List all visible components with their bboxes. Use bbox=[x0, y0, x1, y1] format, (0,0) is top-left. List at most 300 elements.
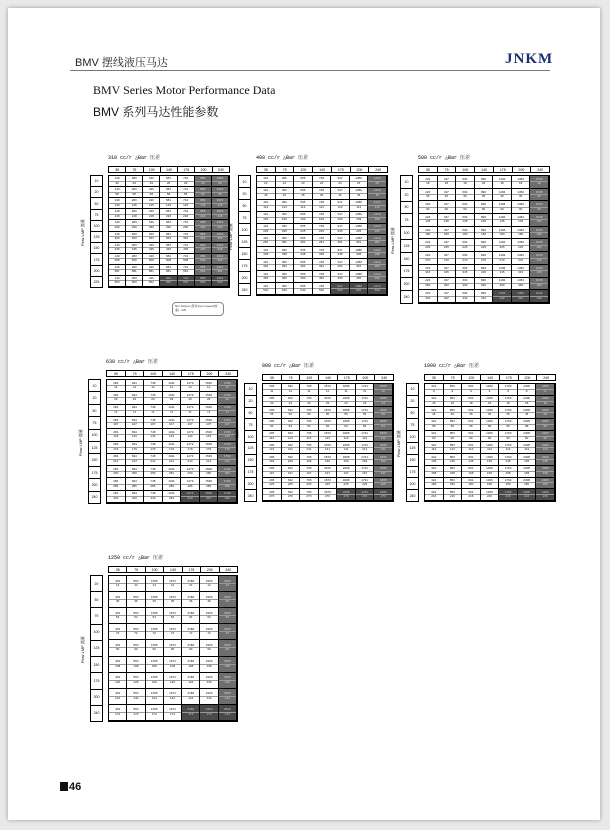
table-cell: 581 581 bbox=[160, 265, 177, 276]
table-cell: 2480 158 bbox=[536, 466, 555, 478]
table-cell: 691 180 bbox=[462, 478, 481, 490]
table-cell: 226 18 bbox=[419, 176, 438, 189]
table-cell: 795 113 bbox=[300, 431, 319, 443]
table-cell: 1080 338 bbox=[350, 247, 369, 259]
table-cell: 896 270 bbox=[475, 252, 494, 265]
table-cell: 1356 72 bbox=[146, 624, 164, 640]
table-cell: 694 135 bbox=[456, 214, 475, 227]
table-cell: 226 315 bbox=[419, 265, 438, 278]
table-cell: 1805 197 bbox=[374, 466, 393, 478]
flow-label: 10 bbox=[404, 179, 409, 184]
table-cell: 748 250 bbox=[144, 466, 163, 478]
flow-label: 75 bbox=[89, 416, 100, 428]
table-cell: 226 360 bbox=[419, 278, 438, 291]
table-cell: 947 540 bbox=[331, 283, 350, 295]
table-cell: 2330 126 bbox=[200, 673, 218, 689]
table-cell: 322 45 bbox=[425, 407, 444, 419]
flow-label: 175 bbox=[245, 466, 256, 478]
table-cell: 1214 23 bbox=[368, 176, 387, 188]
flow-label: 175 bbox=[89, 466, 100, 478]
table-cell: 430 218 bbox=[143, 209, 160, 220]
table-cell: 748 179 bbox=[144, 442, 163, 454]
page-number bbox=[60, 781, 81, 793]
table-cell: 1279 250 bbox=[181, 466, 200, 478]
table-cell: 2180 144 bbox=[182, 689, 200, 705]
table-cell: 1356 90 bbox=[146, 640, 164, 656]
table-cell: 748 394 bbox=[313, 259, 332, 271]
table-cell: 1731 23 bbox=[356, 396, 375, 408]
table-cell: 284 286 bbox=[107, 478, 126, 490]
table-cell: 853 126 bbox=[127, 673, 145, 689]
table-cell: 2308 135 bbox=[518, 454, 537, 466]
pressure-label: 35 bbox=[431, 376, 436, 380]
table-cell: 748 23 bbox=[313, 176, 332, 188]
table-cell: 295 56 bbox=[263, 407, 282, 419]
flow-label: 100 bbox=[89, 429, 100, 441]
pressure-label: 240 bbox=[219, 567, 237, 572]
flow-label: 200 bbox=[89, 478, 100, 490]
table-cell: 1279 14 bbox=[181, 380, 200, 392]
table-cell: 1760 14 bbox=[218, 380, 237, 392]
table-cell: 734 653 bbox=[178, 276, 195, 287]
flow-label: 10 bbox=[94, 179, 99, 184]
table-cell: 366 338 bbox=[276, 247, 295, 259]
table-cell: 581 58 bbox=[160, 187, 177, 198]
table-cell: 430 29 bbox=[143, 176, 160, 187]
table-cell: 1760 71 bbox=[218, 405, 237, 417]
table-cell: 1011 107 bbox=[163, 417, 182, 429]
table-cell: 283 58 bbox=[126, 187, 143, 198]
table-cell: 1011 214 bbox=[163, 454, 182, 466]
table-cell: 748 225 bbox=[313, 224, 332, 236]
table-cell: 632 23 bbox=[282, 396, 301, 408]
table-cell: 284 250 bbox=[107, 466, 126, 478]
table-cell: 1672 90 bbox=[164, 640, 182, 656]
table-cell: 2520 72 bbox=[219, 624, 237, 640]
table-cell: 1279 107 bbox=[181, 417, 200, 429]
table-cell: 149 435 bbox=[109, 243, 126, 254]
table-cell: 1279 214 bbox=[181, 454, 200, 466]
table-cell: 853 36 bbox=[127, 592, 145, 608]
pressure-header bbox=[262, 374, 394, 381]
table-cell: 1384 36 bbox=[512, 189, 531, 202]
flow-axis-label: Flow LMP 流量 bbox=[234, 429, 239, 457]
performance-grid bbox=[108, 575, 238, 722]
pressure-label: 35 bbox=[269, 376, 274, 380]
flow-label: 150 bbox=[239, 247, 250, 259]
pressure-header bbox=[106, 370, 238, 377]
table-cell: 1870 141 bbox=[319, 442, 338, 454]
table-cell: 632 141 bbox=[282, 442, 301, 454]
table-cell: 1808 169 bbox=[337, 454, 356, 466]
table-cell: 149 145 bbox=[109, 198, 126, 209]
table-cell: 322 158 bbox=[425, 466, 444, 478]
table-cell: 1214 45 bbox=[368, 188, 387, 200]
table-cell: 795 270 bbox=[300, 489, 319, 501]
table-cell: 1384 135 bbox=[512, 214, 531, 227]
table-cell: 2480 18 bbox=[536, 396, 555, 408]
table-cell: 430 363 bbox=[143, 232, 160, 243]
table-cell: 795 141 bbox=[300, 442, 319, 454]
table-cell: 1760 113 bbox=[499, 442, 518, 454]
table-cell: 1019 653 bbox=[212, 276, 229, 287]
chart-c1000 bbox=[396, 363, 556, 502]
table-cell: 2180 108 bbox=[182, 657, 200, 673]
table-cell: 2330 72 bbox=[200, 624, 218, 640]
table-cell: 1731 113 bbox=[356, 431, 375, 443]
table-cell: 1214 338 bbox=[368, 247, 387, 259]
table-cell: 322 9 bbox=[425, 384, 444, 396]
flow-label: 100 bbox=[91, 220, 102, 231]
table-cell: 1672 108 bbox=[164, 657, 182, 673]
table-cell: 1672 36 bbox=[164, 592, 182, 608]
table-cell: 226 36 bbox=[419, 189, 438, 202]
table-cell: 1808 225 bbox=[337, 478, 356, 490]
table-cell: 1536 343 bbox=[200, 491, 219, 503]
table-cell: 748 14 bbox=[144, 380, 163, 392]
table-cell: 191 113 bbox=[257, 200, 276, 212]
table-cell: 1080 23 bbox=[350, 176, 369, 188]
table-cell: 1184 36 bbox=[493, 189, 512, 202]
table-cell: 1536 214 bbox=[200, 454, 219, 466]
flow-label: 50 bbox=[91, 591, 102, 607]
table-cell: 1545 135 bbox=[530, 214, 549, 227]
table-cell: 734 29 bbox=[178, 176, 195, 187]
table-cell: 2520 144 bbox=[219, 689, 237, 705]
table-cell: 284 29 bbox=[107, 392, 126, 404]
table-cell: 283 435 bbox=[126, 243, 143, 254]
table-cell: 1545 18 bbox=[530, 176, 549, 189]
table-cell: 853 173 bbox=[127, 705, 145, 721]
table-cell: 581 218 bbox=[160, 209, 177, 220]
table-cell: 1545 360 bbox=[530, 278, 549, 291]
table-cell: 1672 126 bbox=[164, 673, 182, 689]
pressure-label: 140 bbox=[312, 167, 331, 172]
table-cell: 748 113 bbox=[313, 200, 332, 212]
pressure-header bbox=[108, 166, 230, 173]
table-cell: 748 107 bbox=[144, 417, 163, 429]
table-cell: 1306 180 bbox=[481, 478, 500, 490]
table-cell: 1760 107 bbox=[218, 417, 237, 429]
table-cell: 1019 29 bbox=[212, 176, 229, 187]
table-cell: 1536 143 bbox=[200, 429, 219, 441]
pressure-header bbox=[256, 166, 388, 173]
table-cell: 1870 113 bbox=[319, 431, 338, 443]
table-cell: 1760 180 bbox=[499, 478, 518, 490]
pressure-label: 140 bbox=[160, 167, 177, 172]
table-cell: 2330 14 bbox=[200, 576, 218, 592]
table-cell: 1536 179 bbox=[200, 442, 219, 454]
table-cell: 2308 45 bbox=[518, 407, 537, 419]
pressure-label: 200 bbox=[356, 375, 375, 380]
table-cell: 2480 90 bbox=[536, 431, 555, 443]
flow-label: 75 bbox=[407, 418, 418, 430]
table-cell: 632 169 bbox=[282, 454, 301, 466]
flow-column bbox=[244, 383, 257, 502]
table-cell: 1214 540 bbox=[368, 283, 387, 295]
table-cell: 283 581 bbox=[126, 265, 143, 276]
table-cell: 295 270 bbox=[263, 489, 282, 501]
table-cell: 1184 225 bbox=[493, 239, 512, 252]
table-cell: 1760 45 bbox=[499, 407, 518, 419]
table-cell: 748 343 bbox=[144, 491, 163, 503]
pressure-label: 35 bbox=[113, 372, 118, 376]
table-cell: 581 29 bbox=[160, 176, 177, 187]
table-cell: 2520 36 bbox=[219, 592, 237, 608]
table-cell: 748 281 bbox=[313, 235, 332, 247]
flow-column bbox=[90, 175, 103, 288]
table-cell: 1808 23 bbox=[337, 396, 356, 408]
flow-label: 175 bbox=[91, 253, 102, 264]
flow-axis-label: Flow LMP 流量 bbox=[78, 428, 83, 456]
table-cell: 284 71 bbox=[107, 405, 126, 417]
table-cell: 2330 36 bbox=[200, 592, 218, 608]
header-divider bbox=[70, 70, 550, 71]
flow-label: 20 bbox=[91, 186, 102, 197]
table-cell: 853 135 bbox=[444, 454, 463, 466]
flow-label: 100 bbox=[407, 430, 418, 442]
performance-grid bbox=[418, 175, 550, 304]
table-cell: 366 45 bbox=[276, 188, 295, 200]
document-page bbox=[8, 8, 600, 820]
pressure-label: 175 bbox=[177, 167, 194, 172]
table-cell: 366 169 bbox=[276, 212, 295, 224]
table-cell: 555 45 bbox=[294, 188, 313, 200]
table-cell: 437 18 bbox=[438, 176, 457, 189]
table-cell: 322 18 bbox=[425, 396, 444, 408]
table-cell: 748 450 bbox=[313, 271, 332, 283]
table-cell: 430 508 bbox=[143, 254, 160, 265]
table-cell: 1870 84 bbox=[319, 419, 338, 431]
pressure-label: 100 bbox=[143, 167, 160, 172]
table-cell: 555 540 bbox=[294, 283, 313, 295]
table-cell: 896 18 bbox=[475, 176, 494, 189]
table-cell: 691 135 bbox=[462, 454, 481, 466]
table-cell: 191 540 bbox=[257, 283, 276, 295]
table-cell: 1672 14 bbox=[164, 576, 182, 592]
table-cell: 2520 108 bbox=[219, 657, 237, 673]
table-cell: 2308 158 bbox=[518, 466, 537, 478]
table-cell: 437 432 bbox=[438, 290, 457, 303]
pressure-header bbox=[108, 566, 238, 573]
table-cell: 2330 144 bbox=[200, 689, 218, 705]
table-cell: 1279 143 bbox=[181, 429, 200, 441]
table-cell: 2308 9 bbox=[518, 384, 537, 396]
table-cell: 1019 435 bbox=[212, 243, 229, 254]
table-cell: 1760 68 bbox=[499, 419, 518, 431]
table-cell: 284 214 bbox=[107, 454, 126, 466]
table-cell: 896 180 bbox=[475, 227, 494, 240]
table-cell: 853 108 bbox=[127, 657, 145, 673]
table-cell: 2480 9 bbox=[536, 384, 555, 396]
table-cell: 149 363 bbox=[109, 232, 126, 243]
performance-grid bbox=[106, 379, 238, 504]
table-cell: 1011 250 bbox=[163, 466, 182, 478]
flow-label: 150 bbox=[245, 454, 256, 466]
flow-axis-label: Flow LMP 流量 bbox=[80, 218, 85, 246]
pressure-label: 140 bbox=[318, 375, 337, 380]
pressure-label: 175 bbox=[337, 375, 356, 380]
pressure-header bbox=[424, 374, 556, 381]
table-cell: 555 281 bbox=[294, 235, 313, 247]
chart-c500 bbox=[390, 155, 550, 304]
table-cell: 1731 84 bbox=[356, 419, 375, 431]
table-cell: 1760 214 bbox=[218, 454, 237, 466]
table-cell: 1019 290 bbox=[212, 220, 229, 231]
flow-label: 240 bbox=[245, 489, 256, 501]
table-cell: 1536 29 bbox=[200, 392, 219, 404]
flow-column bbox=[406, 383, 419, 502]
flow-label: 200 bbox=[91, 265, 102, 276]
flow-label: 240 bbox=[401, 290, 412, 303]
flow-label: 150 bbox=[407, 454, 418, 466]
table-cell: 2480 68 bbox=[536, 419, 555, 431]
table-cell: 2480 45 bbox=[536, 407, 555, 419]
flow-label: 200 bbox=[401, 277, 412, 290]
table-cell: 1805 270 bbox=[374, 489, 393, 501]
table-cell: 1808 11 bbox=[337, 384, 356, 396]
pressure-label: 240 bbox=[374, 375, 393, 380]
table-cell: 284 343 bbox=[107, 491, 126, 503]
table-cell: 1019 218 bbox=[212, 209, 229, 220]
flow-label: 125 bbox=[245, 442, 256, 454]
table-cell: 889 653 bbox=[195, 276, 212, 287]
table-cell: 284 14 bbox=[107, 380, 126, 392]
flow-label: 50 bbox=[239, 199, 250, 211]
table-cell: 226 270 bbox=[419, 252, 438, 265]
table-cell: 1545 432 bbox=[530, 290, 549, 303]
table-cell: 889 581 bbox=[195, 265, 212, 276]
table-cell: 1870 56 bbox=[319, 407, 338, 419]
table-cell: 1384 270 bbox=[512, 252, 531, 265]
flow-label: 100 bbox=[401, 226, 412, 239]
flow-label: 50 bbox=[401, 201, 412, 214]
table-cell: 1011 71 bbox=[163, 405, 182, 417]
table-cell: 1545 90 bbox=[530, 201, 549, 214]
table-cell: 1080 281 bbox=[350, 235, 369, 247]
table-cell: 795 23 bbox=[300, 396, 319, 408]
flow-label: 75 bbox=[239, 211, 250, 223]
flow-axis-label: Flow LMP 流量 bbox=[390, 226, 395, 254]
pressure-label: 75 bbox=[437, 167, 456, 172]
table-cell: 853 216 bbox=[444, 489, 463, 501]
table-cell: 1870 23 bbox=[319, 396, 338, 408]
table-cell: 1011 14 bbox=[163, 380, 182, 392]
table-cell: 463 14 bbox=[109, 576, 127, 592]
table-cell: 2308 68 bbox=[518, 419, 537, 431]
table-cell: 748 71 bbox=[144, 405, 163, 417]
table-cell: 691 90 bbox=[462, 431, 481, 443]
table-cell: 853 14 bbox=[127, 576, 145, 592]
table-cell: 1536 14 bbox=[200, 380, 219, 392]
table-cell: 853 158 bbox=[444, 466, 463, 478]
table-cell: 366 225 bbox=[276, 224, 295, 236]
pressure-label: 75 bbox=[125, 371, 144, 376]
pressure-label: 100 bbox=[461, 375, 480, 380]
table-cell: 1384 360 bbox=[512, 278, 531, 291]
table-cell: 694 90 bbox=[456, 201, 475, 214]
pressure-label: 200 bbox=[518, 375, 537, 380]
table-cell: 226 90 bbox=[419, 201, 438, 214]
table-cell: 1808 56 bbox=[337, 407, 356, 419]
pressure-label: 140 bbox=[474, 167, 493, 172]
table-cell: 149 653 bbox=[109, 276, 126, 287]
flow-label: 125 bbox=[91, 640, 102, 656]
table-cell: 947 113 bbox=[331, 200, 350, 212]
flow-label: 20 bbox=[94, 581, 99, 586]
table-cell: 748 169 bbox=[313, 212, 332, 224]
table-cell: 2520 54 bbox=[219, 608, 237, 624]
table-cell: 430 290 bbox=[143, 220, 160, 231]
table-cell: 283 290 bbox=[126, 220, 143, 231]
table-cell: 295 141 bbox=[263, 442, 282, 454]
flow-label: 175 bbox=[91, 672, 102, 688]
table-cell: 1214 113 bbox=[368, 200, 387, 212]
table-cell: 1805 141 bbox=[374, 442, 393, 454]
table-cell: 795 225 bbox=[300, 478, 319, 490]
table-cell: 1356 108 bbox=[146, 657, 164, 673]
table-cell: 947 394 bbox=[331, 259, 350, 271]
table-cell: 694 432 bbox=[456, 290, 475, 303]
table-cell: 947 225 bbox=[331, 224, 350, 236]
table-cell: 947 45 bbox=[331, 188, 350, 200]
table-cell: 430 653 bbox=[143, 276, 160, 287]
table-cell: 226 180 bbox=[419, 227, 438, 240]
table-cell: 322 180 bbox=[425, 478, 444, 490]
table-cell: 283 653 bbox=[126, 276, 143, 287]
table-cell: 1805 11 bbox=[374, 384, 393, 396]
performance-grid bbox=[262, 383, 394, 502]
table-cell: 1306 9 bbox=[481, 384, 500, 396]
table-cell: 734 290 bbox=[178, 220, 195, 231]
table-cell: 889 218 bbox=[195, 209, 212, 220]
chart-c310 bbox=[80, 155, 230, 288]
table-cell: 149 581 bbox=[109, 265, 126, 276]
flow-label: 20 bbox=[245, 395, 256, 407]
table-cell: 463 72 bbox=[109, 624, 127, 640]
table-cell: 795 84 bbox=[300, 419, 319, 431]
table-cell: 947 338 bbox=[331, 247, 350, 259]
table-cell: 2180 90 bbox=[182, 640, 200, 656]
table-cell: 555 450 bbox=[294, 271, 313, 283]
table-cell: 1306 45 bbox=[481, 407, 500, 419]
table-cell: 748 29 bbox=[144, 392, 163, 404]
table-cell: 555 23 bbox=[294, 176, 313, 188]
table-cell: 1184 315 bbox=[493, 265, 512, 278]
table-cell: 226 225 bbox=[419, 239, 438, 252]
table-cell: 2520 14 bbox=[219, 576, 237, 592]
table-cell: 1870 270 bbox=[319, 489, 338, 501]
flow-label: 125 bbox=[91, 231, 102, 242]
pressure-label: 35 bbox=[263, 168, 268, 172]
flow-label: 50 bbox=[89, 404, 100, 416]
table-cell: 1384 432 bbox=[512, 290, 531, 303]
table-cell: 748 540 bbox=[313, 283, 332, 295]
pressure-label: 100 bbox=[293, 167, 312, 172]
table-cell: 1184 270 bbox=[493, 252, 512, 265]
table-cell: 1760 29 bbox=[218, 392, 237, 404]
table-cell: 853 113 bbox=[444, 442, 463, 454]
table-cell: 226 432 bbox=[419, 290, 438, 303]
table-cell: 2308 90 bbox=[518, 431, 537, 443]
table-cell: 1306 158 bbox=[481, 466, 500, 478]
table-cell: 1356 144 bbox=[146, 689, 164, 705]
table-cell: 1870 169 bbox=[319, 454, 338, 466]
table-cell: 694 179 bbox=[126, 442, 145, 454]
table-cell: 1760 286 bbox=[218, 478, 237, 490]
flow-label: 150 bbox=[91, 656, 102, 672]
table-cell: 283 145 bbox=[126, 198, 143, 209]
